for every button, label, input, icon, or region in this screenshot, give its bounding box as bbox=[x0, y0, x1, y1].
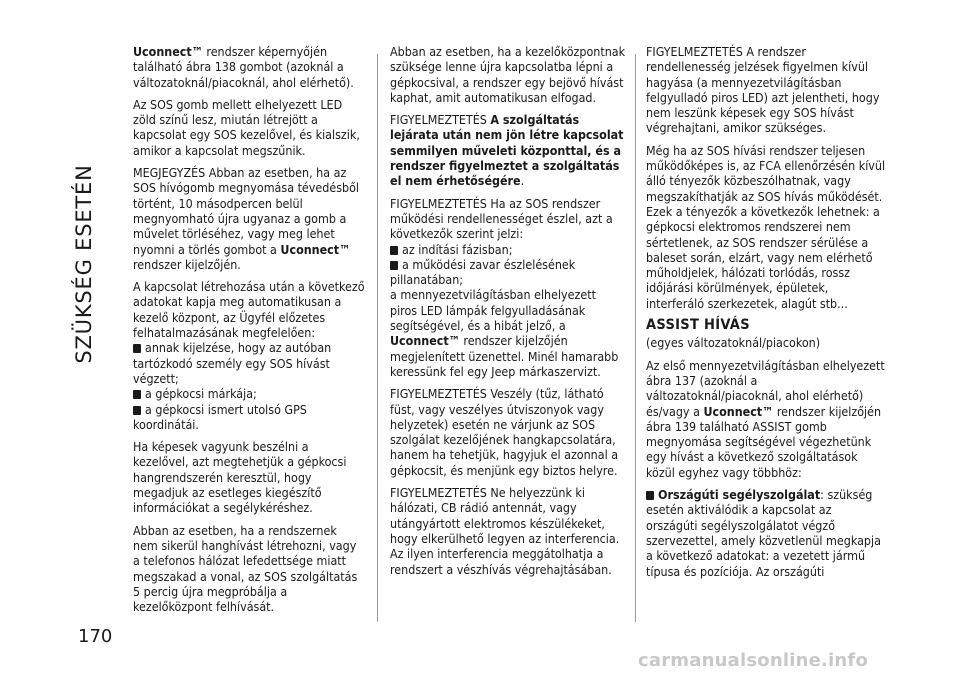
paragraph: Még ha az SOS hívási rendszer teljesen működőképes is, az FCA ellenőrzésén kívül álló tényezők közbeszólhatnak, vagy megszakíthatják az SOS hívás működését. Ezek a tényezők a következők lehetnek: a gépkocsi elektromos rendszerei nem sértetlenek, az SOS rendszer sérülése a baleset során, elzárt, vagy nem elérhető műholdjelek, hálózati torlódás, rossz időjárási körülmények, épületek, interferáló szerkezetek, alagút stb... bbox=[646, 142, 886, 311]
brand-name: Uconnect™ bbox=[280, 241, 351, 257]
text-column-1 bbox=[133, 44, 365, 621]
warning-paragraph: FIGYELMEZTETÉS Ne helyezzünk ki hálózati, CB rádió antennát, vagy utángyártott elektromos készülékeket, hogy elkerülhető legyen az interferencia. Az ilyen interferencia meggátolhatja a rendszert a vészhívás végrehajtásában. bbox=[390, 485, 620, 577]
paragraph: a mennyezetvilágításban elhelyezett piros LED lámpák felgyulladásának segítségével, és a hibát jelző, a Uconnect™ rendszer kijelzőjén megjelenített üzenettel. Minél hamarabb keressünk fel egy Jeep márkaszervizt. bbox=[390, 287, 619, 379]
paragraph: Az első mennyezetvilágításban elhelyezett ábra 137 (azoknál a változatoknál/piacoknál, ahol elérhető) és/vagy a Uconnect™ rendszer kijelzőjén ábra 139 található ASSIST gomb megnyomása segítségével végezhetünk egy hívást a következő szolgáltatások közül egyhez vagy többhöz: bbox=[646, 357, 885, 480]
bullet-icon bbox=[133, 406, 141, 415]
paragraph: Ha képesek vagyunk beszélni a kezelővel, azt megtehetjük a gépkocsi hangrendszerén keresztül, hogy megadjuk az esetleges kiegészítő információkat a segélykéréshez. bbox=[133, 439, 347, 516]
paragraph: Abban az esetben, ha a rendszernek nem sikerül hanghívást létrehozni, vagy a telefonos hálózat lefedettsége miatt megszakad a vonal, az SOS szolgáltatás 5 percig újra megpróbálja a kezelőközpont felhívását. bbox=[133, 522, 358, 615]
paragraph: Az SOS gomb mellett elhelyezett LED zöld színű lesz, miután létrejött a kapcsolat egy SOS kezelővel, és kialszik, amikor a kapcsolat megszűnik. bbox=[133, 96, 360, 158]
bullet-icon bbox=[390, 246, 398, 255]
warning-paragraph: FIGYELMEZTETÉS A rendszer rendellenesség jelzések figyelmen kívül hagyása (a mennyezetvilágításban felgyulladó piros LED) azt jelentheti, hogy nem leszünk képesek egy SOS hívást végrehajtani, amikor szükséges. bbox=[646, 44, 880, 136]
list-item: a működési zavar észlelésének pillanatában; bbox=[390, 256, 576, 288]
section-title: SZÜKSÉG ESETÉN bbox=[72, 164, 96, 364]
paragraph: Uconnect™ rendszer képernyőjén található ábra 138 gombot (azoknál a változatoknál/piacoknál, ahol elérhető). bbox=[133, 44, 354, 90]
warning-paragraph: FIGYELMEZTETÉS Veszély (tűz, látható füst, vagy veszélyes útviszonyok vagy helyzetek) esetén ne várjunk az SOS szolgálat kezelőjének hangkapcsolatára, hanem ha tehetjük, hagyjuk el azonnal a gépkocsit, és menjünk egy biztos helyre. bbox=[390, 386, 619, 478]
list-item: a gépkocsi ismert utolsó GPS koordinátái. bbox=[133, 401, 307, 432]
section-heading: ASSIST HÍVÁS bbox=[646, 317, 750, 334]
brand-name: Uconnect™ bbox=[390, 333, 460, 349]
warning-paragraph: FIGYELMEZTETÉS A szolgáltatás lejárata után nem jön létre kapcsolat semmilyen műveleti központtal, és a rendszer figyelmeztet a szolgáltatás el nem érhetőségére. bbox=[390, 112, 624, 189]
text-column-3 bbox=[646, 44, 886, 579]
column-divider bbox=[377, 54, 378, 622]
list-item: a gépkocsi márkája; bbox=[133, 386, 365, 401]
bullet-icon bbox=[133, 344, 141, 353]
bullet-icon bbox=[390, 261, 398, 270]
section-subheading: (egyes változatoknál/piacokon) bbox=[646, 335, 821, 351]
list-item: Országúti segélyszolgálat: szükség esetén aktiválódik a kapcsolat az országúti segélyszolgálatot végző szervezettel, amely közvetlenül megkapja a következő adatokat: a vezetett jármű típusa és pozíciója. Az országúti bbox=[646, 487, 881, 579]
bullet-icon bbox=[133, 390, 141, 399]
brand-name: Uconnect™ bbox=[133, 44, 203, 59]
list-item: annak kijelzése, hogy az autóban tartózkodó személy egy SOS hívást végzett; bbox=[133, 340, 332, 386]
paragraph: A kapcsolat létrehozása után a következő adatokat kapja meg automatikusan a kezelő központ, az Ügyfél előzetes felhatalmazásának megfelelően: bbox=[133, 279, 365, 341]
note-paragraph: MEGJEGYZÉS Abban az esetben, ha az SOS hívógomb megnyomása tévedésből történt, 10 másodpercen belül megnyomható újra ugyanaz a gomb a művelet törléséhez, vagy meg lehet nyomni a törlés gombot a Uconnect™ rendszer kijelzőjén. bbox=[133, 165, 359, 272]
column-divider bbox=[635, 54, 636, 622]
page-number: 170 bbox=[78, 626, 113, 647]
warning-paragraph: FIGYELMEZTETÉS Ha az SOS rendszer működési rendellenességet észlel, azt a következők szerint jelzi: bbox=[390, 195, 613, 242]
watermark: carmanualsonline.info bbox=[638, 650, 869, 671]
paragraph: Abban az esetben, ha a kezelőközpontnak szüksége lenne újra kapcsolatba lépni a gépkocsival, a rendszer egy bejövő hívást kaphat, amit automatikusan elfogad. bbox=[390, 44, 626, 105]
brand-name: Uconnect™ bbox=[703, 403, 774, 419]
text-column-2 bbox=[390, 44, 626, 584]
bullet-icon bbox=[646, 491, 654, 500]
list-item: az indítási fázisban; bbox=[390, 242, 626, 257]
